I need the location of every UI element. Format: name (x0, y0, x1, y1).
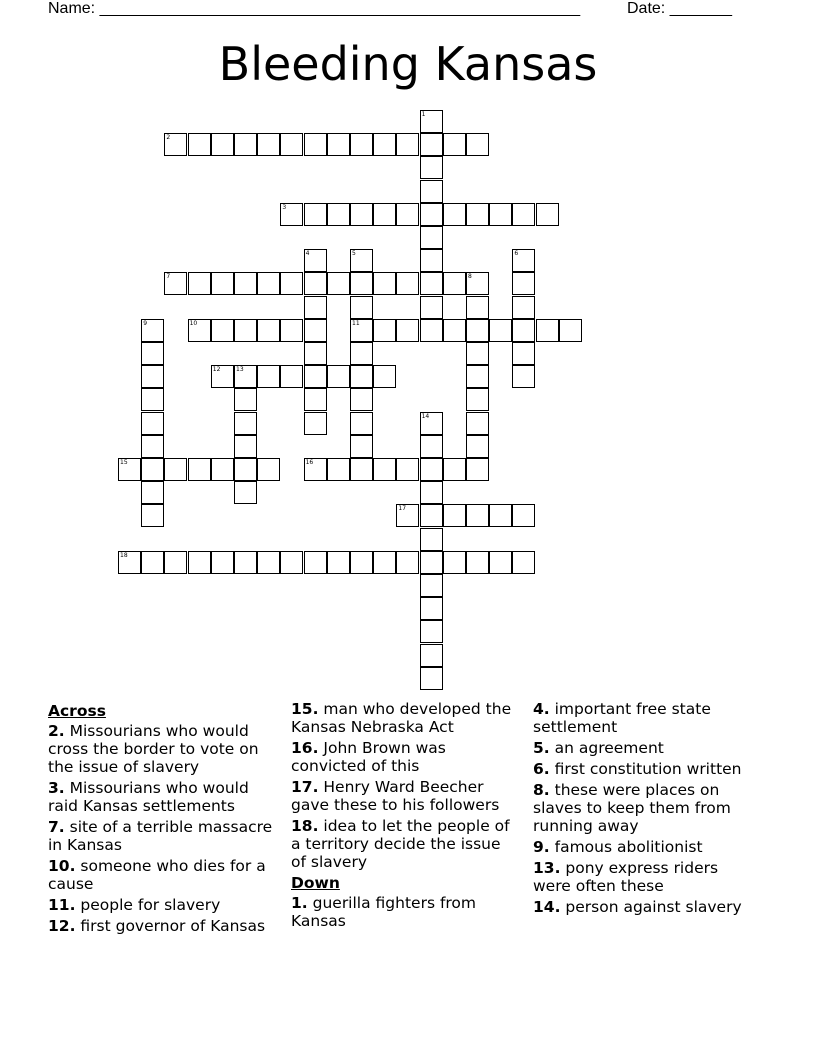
grid-cell[interactable] (327, 272, 350, 295)
clue-text: person against slavery (560, 898, 742, 916)
grid-cell[interactable] (350, 203, 373, 226)
clue-number-label: 17 (398, 505, 407, 513)
grid-cell[interactable] (489, 504, 512, 527)
clue-text: idea to let the people of a territory decide the issue of slavery (291, 817, 510, 871)
grid-cell[interactable] (420, 597, 443, 620)
clue-item (291, 778, 517, 814)
grid-cell[interactable] (489, 203, 512, 226)
clue-column-1 (48, 700, 274, 938)
grid-cell[interactable] (211, 272, 234, 295)
grid-cell[interactable] (420, 110, 443, 133)
grid-cell[interactable] (304, 296, 327, 319)
grid-cell[interactable] (304, 365, 327, 388)
clue-list-down-1 (291, 894, 517, 930)
grid-cell[interactable] (373, 458, 396, 481)
grid-cell[interactable] (443, 319, 466, 342)
grid-cell[interactable] (420, 574, 443, 597)
clue-number-label: 5 (352, 250, 356, 258)
clue-item (533, 700, 759, 736)
grid-cell[interactable] (304, 272, 327, 295)
grid-cell[interactable] (512, 203, 535, 226)
grid-cell[interactable] (164, 272, 187, 295)
clue-number-label: 1 (421, 111, 426, 118)
grid-cell[interactable] (141, 481, 164, 504)
grid-cell[interactable] (211, 551, 234, 574)
grid-cell[interactable] (141, 551, 164, 574)
grid-cell[interactable] (350, 412, 373, 435)
grid-cell[interactable] (466, 435, 489, 458)
clue-number-label: 7 (166, 273, 171, 281)
grid-cell[interactable] (396, 272, 419, 295)
grid-cell[interactable] (350, 458, 373, 481)
grid-cell[interactable] (350, 133, 373, 156)
grid-cell[interactable] (234, 272, 257, 295)
grid-cell[interactable] (489, 319, 512, 342)
clue-text: man who developed the Kansas Nebraska Act (291, 700, 512, 736)
grid-cell[interactable] (420, 620, 443, 643)
grid-cell[interactable] (373, 319, 396, 342)
across-heading: Across (48, 702, 106, 720)
clue-number: 13. (533, 859, 561, 877)
grid-cell[interactable] (373, 551, 396, 574)
page-title: Bleeding Kansas (218, 37, 598, 91)
grid-cell[interactable] (420, 226, 443, 249)
grid-cell[interactable] (466, 412, 489, 435)
clue-number: 12. (48, 917, 76, 935)
clue-item (48, 896, 274, 914)
clue-number-label: 9 (143, 319, 148, 327)
grid-cell[interactable] (327, 458, 350, 481)
grid-cell[interactable] (280, 133, 303, 156)
grid-cell[interactable] (280, 551, 303, 574)
clue-text: pony express riders were often these (533, 859, 719, 895)
grid-cell[interactable] (420, 458, 443, 481)
clue-number: 3. (48, 779, 65, 797)
grid-cell[interactable] (512, 342, 535, 365)
clue-item (533, 838, 759, 856)
grid-cell[interactable] (443, 203, 466, 226)
clue-number: 17. (291, 778, 319, 796)
grid-cell[interactable] (304, 458, 327, 481)
grid-cell[interactable] (396, 551, 419, 574)
grid-cell[interactable] (304, 203, 327, 226)
grid-cell[interactable] (512, 551, 535, 574)
grid-cell[interactable] (466, 504, 489, 527)
grid-cell[interactable] (443, 133, 466, 156)
grid-cell[interactable] (420, 156, 443, 179)
clue-text: Missourians who would cross the border to vote on the issue of slavery (48, 722, 259, 776)
grid-cell[interactable] (396, 504, 419, 527)
grid-cell[interactable] (257, 458, 280, 481)
grid-cell[interactable] (350, 388, 373, 411)
grid-cell[interactable] (420, 180, 443, 203)
grid-cell[interactable] (443, 458, 466, 481)
grid-cell[interactable] (211, 365, 234, 388)
grid-cell[interactable] (211, 458, 234, 481)
grid-cell[interactable] (512, 504, 535, 527)
grid-cell[interactable] (141, 319, 164, 342)
grid-cell[interactable] (234, 412, 257, 435)
clue-number-label: 6 (514, 250, 519, 258)
grid-cell[interactable] (234, 481, 257, 504)
grid-cell[interactable] (420, 481, 443, 504)
grid-cell[interactable] (420, 435, 443, 458)
grid-cell[interactable] (420, 667, 443, 690)
grid-cell[interactable] (559, 319, 582, 342)
grid-cell[interactable] (304, 249, 327, 272)
grid-cell[interactable] (188, 319, 211, 342)
grid-cell[interactable] (304, 342, 327, 365)
clue-item (48, 779, 274, 815)
clue-list-across-2 (291, 700, 517, 871)
grid-cell[interactable] (234, 388, 257, 411)
grid-cell[interactable] (466, 365, 489, 388)
grid-cell[interactable] (373, 133, 396, 156)
grid-cell[interactable] (304, 319, 327, 342)
grid-cell[interactable] (141, 388, 164, 411)
clue-number: 7. (48, 818, 65, 836)
grid-cell[interactable] (420, 203, 443, 226)
grid-cell[interactable] (211, 319, 234, 342)
clue-item (48, 917, 274, 935)
clue-item (291, 739, 517, 775)
grid-cell[interactable] (257, 551, 280, 574)
clue-number-label: 4 (305, 250, 310, 258)
grid-cell[interactable] (512, 272, 535, 295)
clue-number-label: 13 (236, 366, 244, 374)
grid-cell[interactable] (350, 342, 373, 365)
clue-number: 18. (291, 817, 319, 835)
grid-cell[interactable] (350, 296, 373, 319)
grid-cell[interactable] (304, 388, 327, 411)
grid-cell[interactable] (443, 504, 466, 527)
grid-cell[interactable] (141, 412, 164, 435)
grid-cell[interactable] (396, 203, 419, 226)
grid-cell[interactable] (512, 365, 535, 388)
grid-cell[interactable] (188, 272, 211, 295)
clue-number-label: 15 (120, 459, 128, 466)
grid-cell[interactable] (512, 319, 535, 342)
clue-number: 2. (48, 722, 65, 740)
clue-number: 16. (291, 739, 319, 757)
clue-number-label: 2 (166, 134, 171, 142)
clue-item (48, 857, 274, 893)
grid-cell[interactable] (512, 296, 535, 319)
clue-text: famous abolitionist (549, 838, 703, 856)
grid-cell[interactable] (257, 133, 280, 156)
grid-cell[interactable] (327, 203, 350, 226)
clue-text: Henry Ward Beecher gave these to his followers (291, 778, 500, 814)
grid-cell[interactable] (141, 504, 164, 527)
grid-cell[interactable] (420, 296, 443, 319)
grid-cell[interactable] (234, 319, 257, 342)
clue-number-label: 11 (352, 319, 360, 327)
clue-number-label: 3 (282, 203, 287, 211)
grid-cell[interactable] (257, 365, 280, 388)
grid-cell[interactable] (466, 203, 489, 226)
grid-cell[interactable] (350, 435, 373, 458)
clue-item (533, 760, 759, 778)
clue-item (533, 781, 759, 835)
grid-cell[interactable] (420, 528, 443, 551)
grid-cell[interactable] (350, 272, 373, 295)
grid-cell[interactable] (234, 435, 257, 458)
clue-number: 15. (291, 700, 319, 718)
grid-cell[interactable] (466, 296, 489, 319)
grid-cell[interactable] (489, 551, 512, 574)
grid-cell[interactable] (420, 272, 443, 295)
grid-cell[interactable] (188, 133, 211, 156)
clue-number: 9. (533, 838, 550, 856)
grid-cell[interactable] (420, 249, 443, 272)
grid-cell[interactable] (257, 319, 280, 342)
grid-cell[interactable] (304, 412, 327, 435)
grid-cell[interactable] (396, 458, 419, 481)
clue-item (48, 818, 274, 854)
clue-number: 1. (291, 894, 308, 912)
grid-cell[interactable] (466, 342, 489, 365)
clue-text: an agreement (549, 739, 664, 757)
grid-cell[interactable] (396, 133, 419, 156)
grid-cell[interactable] (327, 551, 350, 574)
grid-cell[interactable] (420, 551, 443, 574)
grid-cell[interactable] (304, 133, 327, 156)
grid-cell[interactable] (118, 551, 141, 574)
date-field-label: Date: _______ (627, 0, 732, 17)
grid-cell[interactable] (466, 551, 489, 574)
grid-cell[interactable] (443, 551, 466, 574)
clue-text: first constitution written (549, 760, 742, 778)
clue-number: 10. (48, 857, 76, 875)
grid-cell[interactable] (141, 435, 164, 458)
grid-cell[interactable] (141, 342, 164, 365)
grid-cell[interactable] (280, 272, 303, 295)
clue-item (291, 700, 517, 736)
grid-cell[interactable] (234, 133, 257, 156)
clue-text: first governor of Kansas (75, 917, 266, 935)
grid-cell[interactable] (466, 319, 489, 342)
grid-cell[interactable] (466, 133, 489, 156)
clue-item (533, 859, 759, 895)
name-field-label: Name: ______________________________________________________ (48, 0, 581, 17)
clue-number-label: 14 (421, 412, 430, 420)
clue-item (533, 739, 759, 757)
grid-cell[interactable] (350, 551, 373, 574)
clue-text: John Brown was convicted of this (291, 739, 446, 775)
grid-cell[interactable] (327, 365, 350, 388)
grid-cell[interactable] (280, 203, 303, 226)
clue-number: 5. (533, 739, 550, 757)
grid-cell[interactable] (164, 458, 187, 481)
clue-number: 8. (533, 781, 550, 799)
clue-list-down-2 (533, 700, 759, 916)
clue-text: people for slavery (75, 896, 221, 914)
grid-cell[interactable] (164, 133, 187, 156)
grid-cell[interactable] (536, 319, 559, 342)
grid-cell[interactable] (141, 458, 164, 481)
grid-cell[interactable] (350, 249, 373, 272)
grid-cell[interactable] (420, 504, 443, 527)
clue-number-label: 10 (189, 319, 198, 327)
down-heading: Down (291, 874, 340, 892)
clue-item (291, 817, 517, 871)
grid-cell[interactable] (280, 365, 303, 388)
grid-cell[interactable] (420, 319, 443, 342)
grid-cell[interactable] (304, 551, 327, 574)
grid-cell[interactable] (141, 365, 164, 388)
grid-cell[interactable] (373, 203, 396, 226)
clue-text: Missourians who would raid Kansas settlements (48, 779, 249, 815)
clue-item (48, 722, 274, 776)
grid-cell[interactable] (396, 319, 419, 342)
clue-item (533, 898, 759, 916)
clue-number-label: 18 (120, 551, 128, 559)
grid-cell[interactable] (466, 388, 489, 411)
clue-item (291, 894, 517, 930)
grid-cell[interactable] (188, 551, 211, 574)
grid-cell[interactable] (234, 365, 257, 388)
grid-cell[interactable] (536, 203, 559, 226)
grid-cell[interactable] (327, 133, 350, 156)
grid-cell[interactable] (420, 644, 443, 667)
clue-number-label: 8 (468, 273, 472, 281)
grid-cell[interactable] (350, 319, 373, 342)
grid-cell[interactable] (420, 133, 443, 156)
grid-cell[interactable] (443, 272, 466, 295)
grid-cell[interactable] (188, 458, 211, 481)
clue-column-3 (533, 700, 759, 919)
clue-text: site of a terrible massacre in Kansas (48, 818, 273, 854)
grid-cell[interactable] (466, 458, 489, 481)
clue-number-label: 16 (305, 459, 314, 466)
grid-cell[interactable] (234, 458, 257, 481)
clue-text: someone who dies for a cause (48, 857, 266, 893)
clue-number: 6. (533, 760, 550, 778)
clue-number: 11. (48, 896, 76, 914)
clue-text: important free state settlement (533, 700, 711, 736)
grid-cell[interactable] (466, 272, 489, 295)
grid-cell[interactable] (118, 458, 141, 481)
clue-number-label: 12 (212, 366, 221, 374)
clue-list-across-1 (48, 722, 274, 935)
clue-column-2 (291, 700, 517, 933)
grid-cell[interactable] (211, 133, 234, 156)
grid-cell[interactable] (280, 319, 303, 342)
clue-text: guerilla fighters from Kansas (291, 894, 477, 930)
grid-cell[interactable] (257, 272, 280, 295)
grid-cell[interactable] (420, 412, 443, 435)
grid-cell[interactable] (512, 249, 535, 272)
grid-cell[interactable] (164, 551, 187, 574)
clue-text: these were places on slaves to keep them from running away (533, 781, 731, 835)
grid-cell[interactable] (350, 365, 373, 388)
grid-cell[interactable] (373, 272, 396, 295)
clue-number: 4. (533, 700, 550, 718)
clue-number: 14. (533, 898, 561, 916)
grid-cell[interactable] (373, 365, 396, 388)
grid-cell[interactable] (234, 551, 257, 574)
